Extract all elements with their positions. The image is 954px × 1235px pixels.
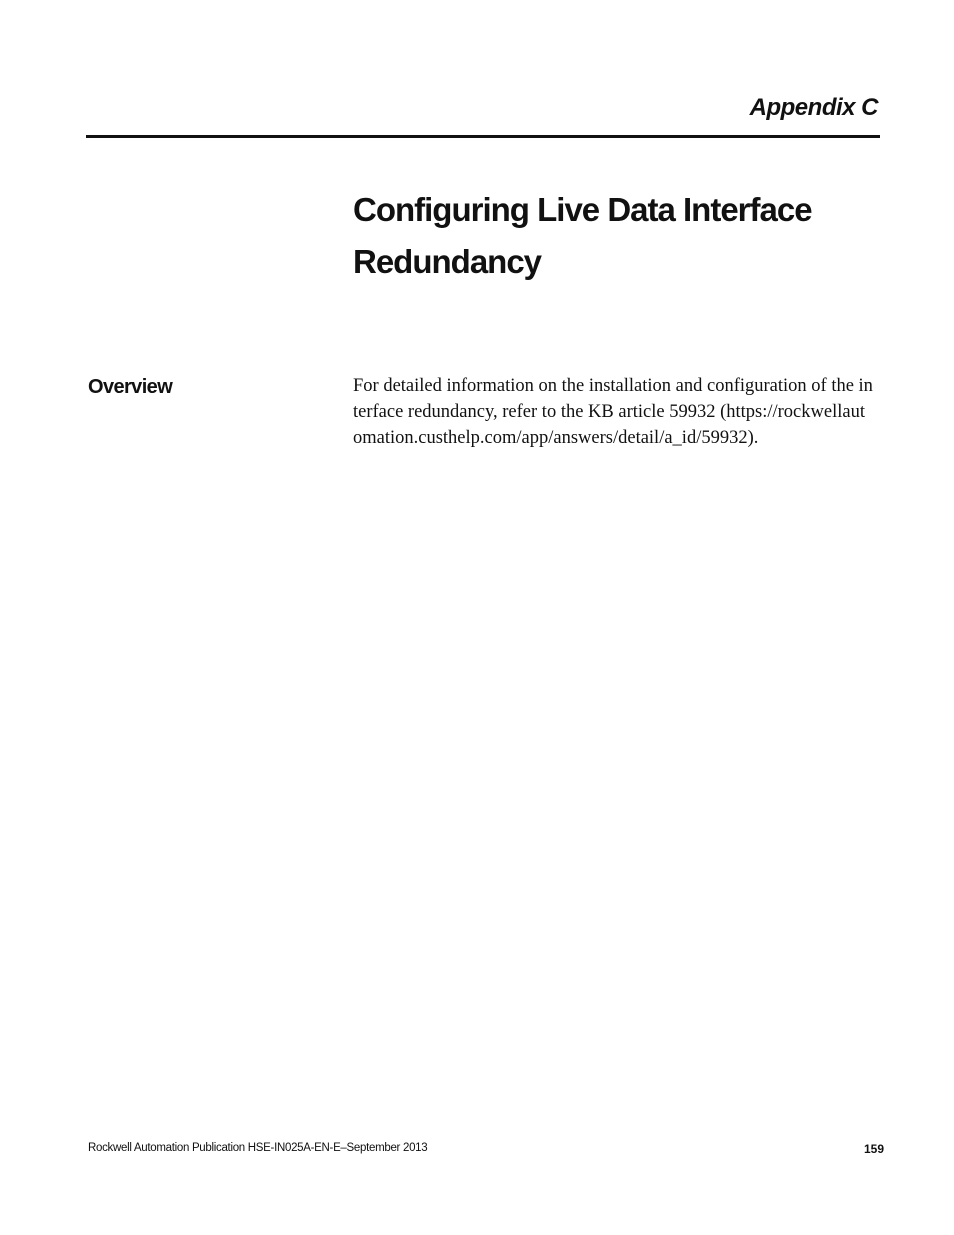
footer-page-number: 159 <box>863 1142 884 1156</box>
footer-publication: Rockwell Automation Publication HSE-IN025A-EN-E–September 2013 <box>88 1142 428 1154</box>
overview-body-text: For detailed information on the installation and configuration of the interface redundancy, refer to the KB article 59932 (https://rockwellautomation.custhelp.com/app/answers/detail/a_id/59932). <box>353 376 873 448</box>
section-heading-overview: Overview <box>88 376 173 398</box>
appendix-label: Appendix C <box>749 94 878 121</box>
chapter-title: Configuring Live Data Interface Redundancy <box>353 191 812 280</box>
header-rule <box>86 135 880 138</box>
